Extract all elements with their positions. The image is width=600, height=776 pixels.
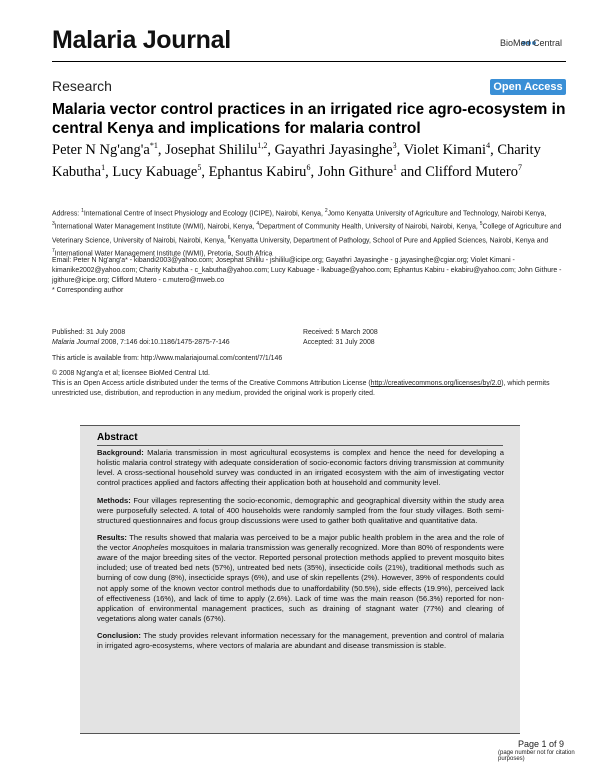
affiliation-text: College of Agriculture and Veterinary Science, University of Nairobi, Nairobi, Kenya, (52, 223, 562, 244)
author-name: Gayathri Jayasinghe (274, 141, 393, 158)
published-date: Published: 31 July 2008 (52, 329, 126, 336)
affiliation-text: International Water Management Institute (IWMI), Pretoria, South Africa (54, 250, 273, 258)
results-text-end: mosquitoes in malaria transmission was generally recognized. More than 80% of respondents were aware of the major breeding sites of the vector. Reported personal protection methods applied to prevent mosquito bites included; use of treated bed nets (57%), untreated bed nets (35%), insecticide coils (21%), traditional methods such as burning of cow dung (8%), insecticide sprays (6%), and use of skin repellents (2%). However, 39% of respondents could not apply some of the known vector control methods due to unaffordability (50.5%), side effects (19.9%), perceived lack of effectiveness (16%), and lack of time to apply (2.6%). Lack of time was the main reason (56.3%) reported for non-application of environmental management practices, such as draining of stagnant water (77%) and clearing of vegetations along water canals (67%). (97, 543, 504, 623)
corresponding-author-note: * Corresponding author (52, 287, 124, 294)
author-affiliation-mark: 7 (517, 163, 522, 173)
author-affiliation-mark: 6 (306, 163, 311, 173)
received-accepted (303, 328, 503, 348)
author-affiliation-mark: 1 (101, 163, 106, 173)
affiliation-mark: 1 (81, 208, 84, 214)
methods-label: Methods: (97, 495, 131, 505)
author-name: Violet Kimani (403, 141, 487, 158)
affiliation-mark: 3 (52, 221, 55, 228)
journal-title: Malaria Journal (52, 26, 231, 54)
citation-journal: Malaria Journal (52, 339, 100, 346)
page-number-note: (page number not for citation purposes) (498, 750, 575, 762)
abstract-conclusion (97, 631, 504, 651)
publication-info (52, 328, 302, 348)
affiliation-mark: 2 (324, 208, 328, 214)
methods-text: Four villages representing the socio-economic, demographic and geographical diversity within the study area were purposefully selected. A total of 400 households were randomly sampled from the four study villages. Both semi-structured questionnaires and focus group discussions were used to gather both qualitative and quantitative data. (97, 495, 504, 525)
license-link[interactable]: http://creativecommons.org/licenses/by/2.0 (370, 380, 502, 387)
abstract-results (97, 533, 504, 624)
citation (52, 338, 302, 348)
email-label: Email: (52, 257, 72, 264)
affiliations (52, 206, 566, 259)
header-rule (52, 61, 566, 62)
abstract-box (80, 425, 520, 734)
conclusion-label: Conclusion: (97, 631, 141, 641)
author-affiliation-mark: 1 (393, 163, 397, 173)
background-label: Background: (97, 448, 144, 457)
affiliation-text: International Centre of Insect Physiology and Ecology (ICIPE), Nairobi, Kenya, (83, 210, 323, 218)
affiliation-text: Department of Community Health, University of Nairobi, Nairobi, Kenya, (259, 223, 478, 231)
author-affiliation-mark: 4 (486, 141, 491, 150)
affiliation-mark: 4 (256, 221, 260, 228)
author-affiliation-mark: 1,2 (257, 141, 268, 150)
author-name: Lucy Kabuage (112, 164, 198, 181)
received-date: Received: 5 March 2008 (303, 329, 378, 336)
background-text: Malaria transmission in most agricultural ecosystems is complex and hence the need for developing a holistic malaria control strategy with adequate consideration of socio-economic factors driving transmission at community level. A cross-sectional household survey was conducted in an irrigated ecosystem with the aim of investigating vector control practices applied and factors affecting their application both at household and community level. (97, 448, 504, 488)
citation-details: 2008, 7:146 doi:10.1186/1475-2875-7-146 (99, 339, 230, 346)
affiliation-text: Jomo Kenyatta University of Agriculture and Technology, Nairobi Kenya, (327, 210, 547, 218)
abstract-background (97, 448, 504, 488)
license-text (52, 379, 566, 399)
license-text-end: ), which permits unrestricted use, distribution, and reproduction in any medium, provided the original work is properly cited. (52, 380, 550, 397)
affiliation-text: Kenyatta University, Department of Pathology, School of Pure and Applied Sciences, Nairobi, Kenya and (230, 236, 549, 244)
results-text-start: The results showed that malaria was perceived to be a major public health problem in the area and the role of the vector (97, 533, 504, 553)
author-name: John Githure (317, 164, 393, 181)
biomed-central-logo (500, 32, 564, 52)
affiliation-mark: 5 (479, 221, 483, 228)
address-label: Address: (52, 210, 82, 218)
publisher-logo-text: BioMed Central (500, 38, 563, 48)
abstract-methods (97, 496, 504, 526)
author-affiliation-mark: 5 (197, 163, 202, 173)
article-type: Research (52, 78, 112, 94)
abstract-rule (97, 445, 503, 446)
author-name: Josephat Shililu (165, 141, 258, 158)
author-name: Peter N Ng'ang'a (52, 141, 150, 158)
page-number: Page 1 of 9 (518, 739, 565, 749)
copyright-line: © 2008 Ng'ang'a et al; licensee BioMed Central Ltd. (52, 370, 210, 377)
author-emails (52, 256, 566, 296)
accepted-date: Accepted: 31 July 2008 (303, 339, 375, 346)
author-name: Ephantus Kabiru (208, 164, 307, 181)
results-species: Anopheles (132, 543, 169, 553)
author-list: Peter N $Ng'ang'a^{*1}$, Josephat Shililu$^{1,2}$, Gayathri Jayasinghe$^3$, Violet Kimani$^4$, Charity Kabutha$^1$, Lucy Kabuage$^5$, Ephantus Kabiru$^6$, John Githure$^1$ and Clifford Mutero$^7$ (52, 141, 541, 181)
open-access-badge: Open Access (490, 79, 566, 95)
affiliation-text: International Water Management Institute (IWMI), Nairobi, Kenya, (54, 223, 255, 231)
conclusion-text: The study provides relevant information necessary for the management, prevention and control of malaria in irrigated agro-ecosystems, where vectors of malaria are abundant and disease transmission is stable. (97, 631, 504, 651)
author-affiliation-mark: 3 (392, 141, 397, 150)
email-list: Peter N Ng'ang'a* - kibandi2003@yahoo.com; Josephat Shililu - jshililu@icipe.org; Gayathri Jayasinghe - g.jayasinghe@cgiar.org; Violet Kimani - kimanike2002@yahoo.com; Charity Kabutha - c_kabutha@yahoo.com; Lucy Kabuage - lkabuage@yahoo.com; Ephantus Kabiru - ekabiru@yahoo.com; John Githure - jgithure@icipe.org; Clifford Mutero - c.mutero@mweb.co (52, 257, 562, 284)
abstract-body (97, 448, 504, 658)
affiliation-mark: 6 (227, 234, 231, 241)
author-name: Charity Kabutha (52, 141, 541, 181)
license-block (52, 369, 566, 399)
author-name: Clifford Mutero (425, 164, 518, 181)
license-text-start: This is an Open Access article distributed under the terms of the Creative Commons Attribution License ( (52, 380, 371, 387)
author-affiliation-mark: *1 (149, 141, 158, 150)
affiliation-mark: 7 (52, 247, 55, 254)
availability-url[interactable]: This article is available from: http://www.malariajournal.com/content/7/1/146 (52, 355, 283, 362)
article-title: Malaria vector control practices in an irrigated rice agro-ecosystem in central Kenya and implications for malaria control (52, 101, 566, 137)
abstract-heading: Abstract (97, 432, 138, 443)
results-label: Results: (97, 533, 127, 543)
